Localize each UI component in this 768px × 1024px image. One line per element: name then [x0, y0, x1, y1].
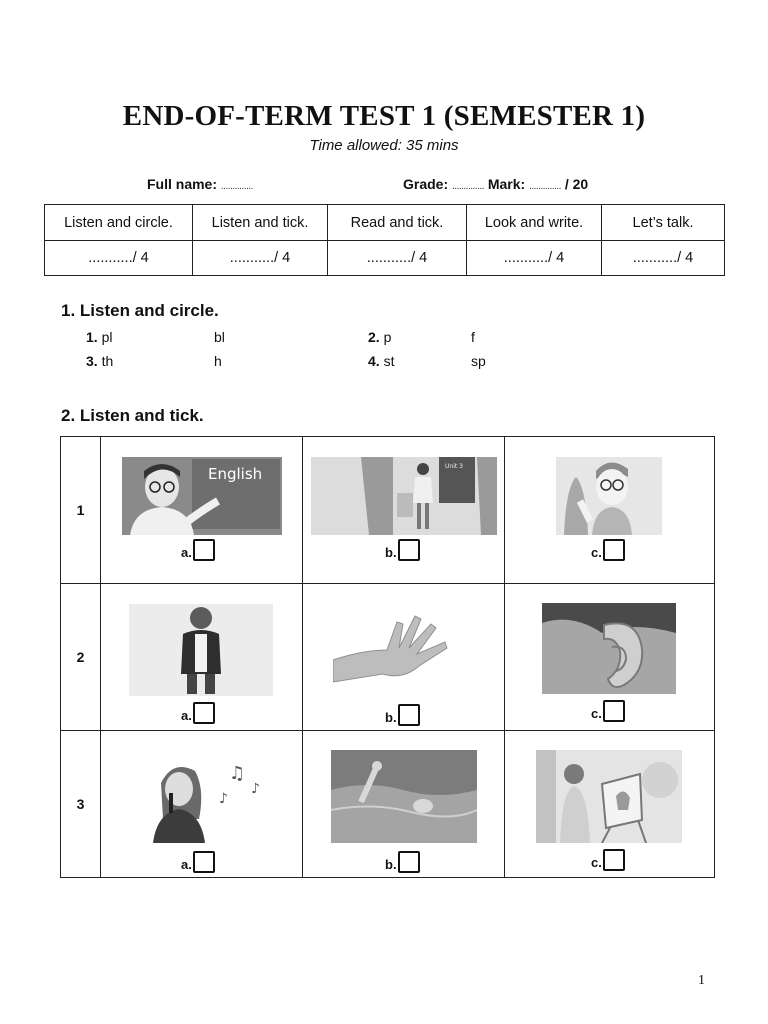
board-text: English: [208, 465, 263, 483]
row-number: 2: [61, 584, 101, 731]
option-letter: b.: [385, 710, 397, 725]
ex1-item-number: 2.: [368, 329, 380, 345]
option-letter: a.: [181, 545, 192, 560]
ear-picture: [542, 603, 676, 694]
tick-checkbox[interactable]: [193, 851, 215, 873]
teacher-english-board-picture: [122, 457, 282, 535]
option-cell: [101, 584, 303, 731]
option-letter: a.: [181, 857, 192, 872]
full-name-field[interactable]: [147, 176, 253, 192]
ex1-item-4: [368, 353, 394, 369]
option-letter: b.: [385, 545, 397, 560]
mark-total: / 20: [564, 176, 589, 192]
full-name-label: Full name:: [147, 176, 218, 192]
option-letter: a.: [181, 708, 192, 723]
score-header-cell: Listen and tick.: [193, 205, 328, 241]
ex1-item-number: 1.: [86, 329, 98, 345]
option-label: [591, 539, 625, 561]
option-letter: c.: [591, 545, 602, 560]
girl-painting-picture: [536, 750, 682, 843]
score-header-cell: Listen and circle.: [45, 205, 193, 241]
ex1-option-b[interactable]: h: [214, 353, 222, 369]
time-allowed: Time allowed: 35 mins: [309, 137, 459, 154]
option-cell: [505, 437, 715, 584]
tick-checkbox[interactable]: [398, 539, 420, 561]
score-table-header-row: [45, 205, 725, 241]
option-label: [385, 851, 420, 873]
option-label: [591, 700, 625, 722]
option-label: [385, 704, 420, 726]
boy-waving-picture: [556, 457, 662, 535]
option-cell: [303, 584, 505, 731]
ex1-item-3: [86, 353, 113, 369]
score-header-cell: Look and write.: [467, 205, 602, 241]
score-cell[interactable]: .........../ 4: [45, 241, 193, 276]
score-header-cell: Let’s talk.: [602, 205, 725, 241]
svg-text:♫: ♫: [229, 763, 246, 784]
ex1-item-number: 4.: [368, 353, 380, 369]
option-letter: c.: [591, 706, 602, 721]
ex1-item-2: [368, 329, 391, 345]
svg-text:♪: ♪: [219, 791, 228, 807]
score-table: [44, 204, 725, 276]
table-row: [61, 437, 715, 584]
score-table-score-row: [45, 241, 725, 276]
unit-text: Unit 3: [445, 463, 463, 470]
ex1-item-number: 3.: [86, 353, 98, 369]
girl-singing-picture: [133, 759, 279, 843]
grade-mark-field: [403, 176, 588, 192]
ex1-option-b[interactable]: f: [471, 329, 475, 345]
tick-checkbox[interactable]: [398, 704, 420, 726]
row-number: 1: [61, 437, 101, 584]
score-cell[interactable]: .........../ 4: [467, 241, 602, 276]
teacher-classroom-door-picture: [311, 457, 497, 535]
page-title: END-OF-TERM TEST 1 (SEMESTER 1): [122, 100, 646, 132]
option-cell: [101, 731, 303, 878]
full-name-blank[interactable]: ..............: [220, 181, 253, 192]
option-cell: [505, 731, 715, 878]
svg-text:♪: ♪: [251, 781, 260, 797]
tick-checkbox[interactable]: [603, 700, 625, 722]
exercise2-grid: [60, 436, 715, 878]
score-cell[interactable]: .........../ 4: [328, 241, 467, 276]
row-number: 3: [61, 731, 101, 878]
boy-standing-picture: [129, 604, 273, 696]
option-cell: [101, 437, 303, 584]
table-row: [61, 584, 715, 731]
option-label: [181, 702, 215, 724]
ex1-item-1: [86, 329, 112, 345]
ex1-option-b[interactable]: bl: [214, 329, 225, 345]
tick-checkbox[interactable]: [193, 702, 215, 724]
option-cell: [505, 584, 715, 731]
option-label: [181, 851, 215, 873]
ex1-option-a[interactable]: pl: [101, 329, 113, 345]
tick-checkbox[interactable]: [398, 851, 420, 873]
table-row: [61, 731, 715, 878]
option-label: [385, 539, 420, 561]
option-cell: [303, 731, 505, 878]
option-label: [181, 539, 215, 561]
score-cell[interactable]: .........../ 4: [193, 241, 328, 276]
exercise2-title: 2. Listen and tick.: [61, 406, 204, 425]
exercise1-title: 1. Listen and circle.: [61, 301, 219, 320]
ex1-option-a[interactable]: st: [383, 353, 395, 369]
grade-blank[interactable]: ..............: [452, 181, 484, 192]
option-cell: [303, 437, 505, 584]
score-header-cell: Read and tick.: [328, 205, 467, 241]
option-label: [591, 849, 625, 871]
ex1-option-b[interactable]: sp: [471, 353, 486, 369]
mark-label: Mark:: [487, 176, 526, 192]
ex1-option-a[interactable]: p: [383, 329, 392, 345]
page-number: 1: [698, 973, 705, 988]
ex1-option-a[interactable]: th: [101, 353, 114, 369]
grade-label: Grade:: [403, 176, 449, 192]
swimmer-picture: [331, 750, 477, 843]
tick-checkbox[interactable]: [603, 849, 625, 871]
tick-checkbox[interactable]: [603, 539, 625, 561]
mark-blank[interactable]: ..............: [529, 181, 561, 192]
open-hand-picture: [333, 610, 455, 688]
option-letter: c.: [591, 855, 602, 870]
option-letter: b.: [385, 857, 397, 872]
tick-checkbox[interactable]: [193, 539, 215, 561]
score-cell[interactable]: .........../ 4: [602, 241, 725, 276]
